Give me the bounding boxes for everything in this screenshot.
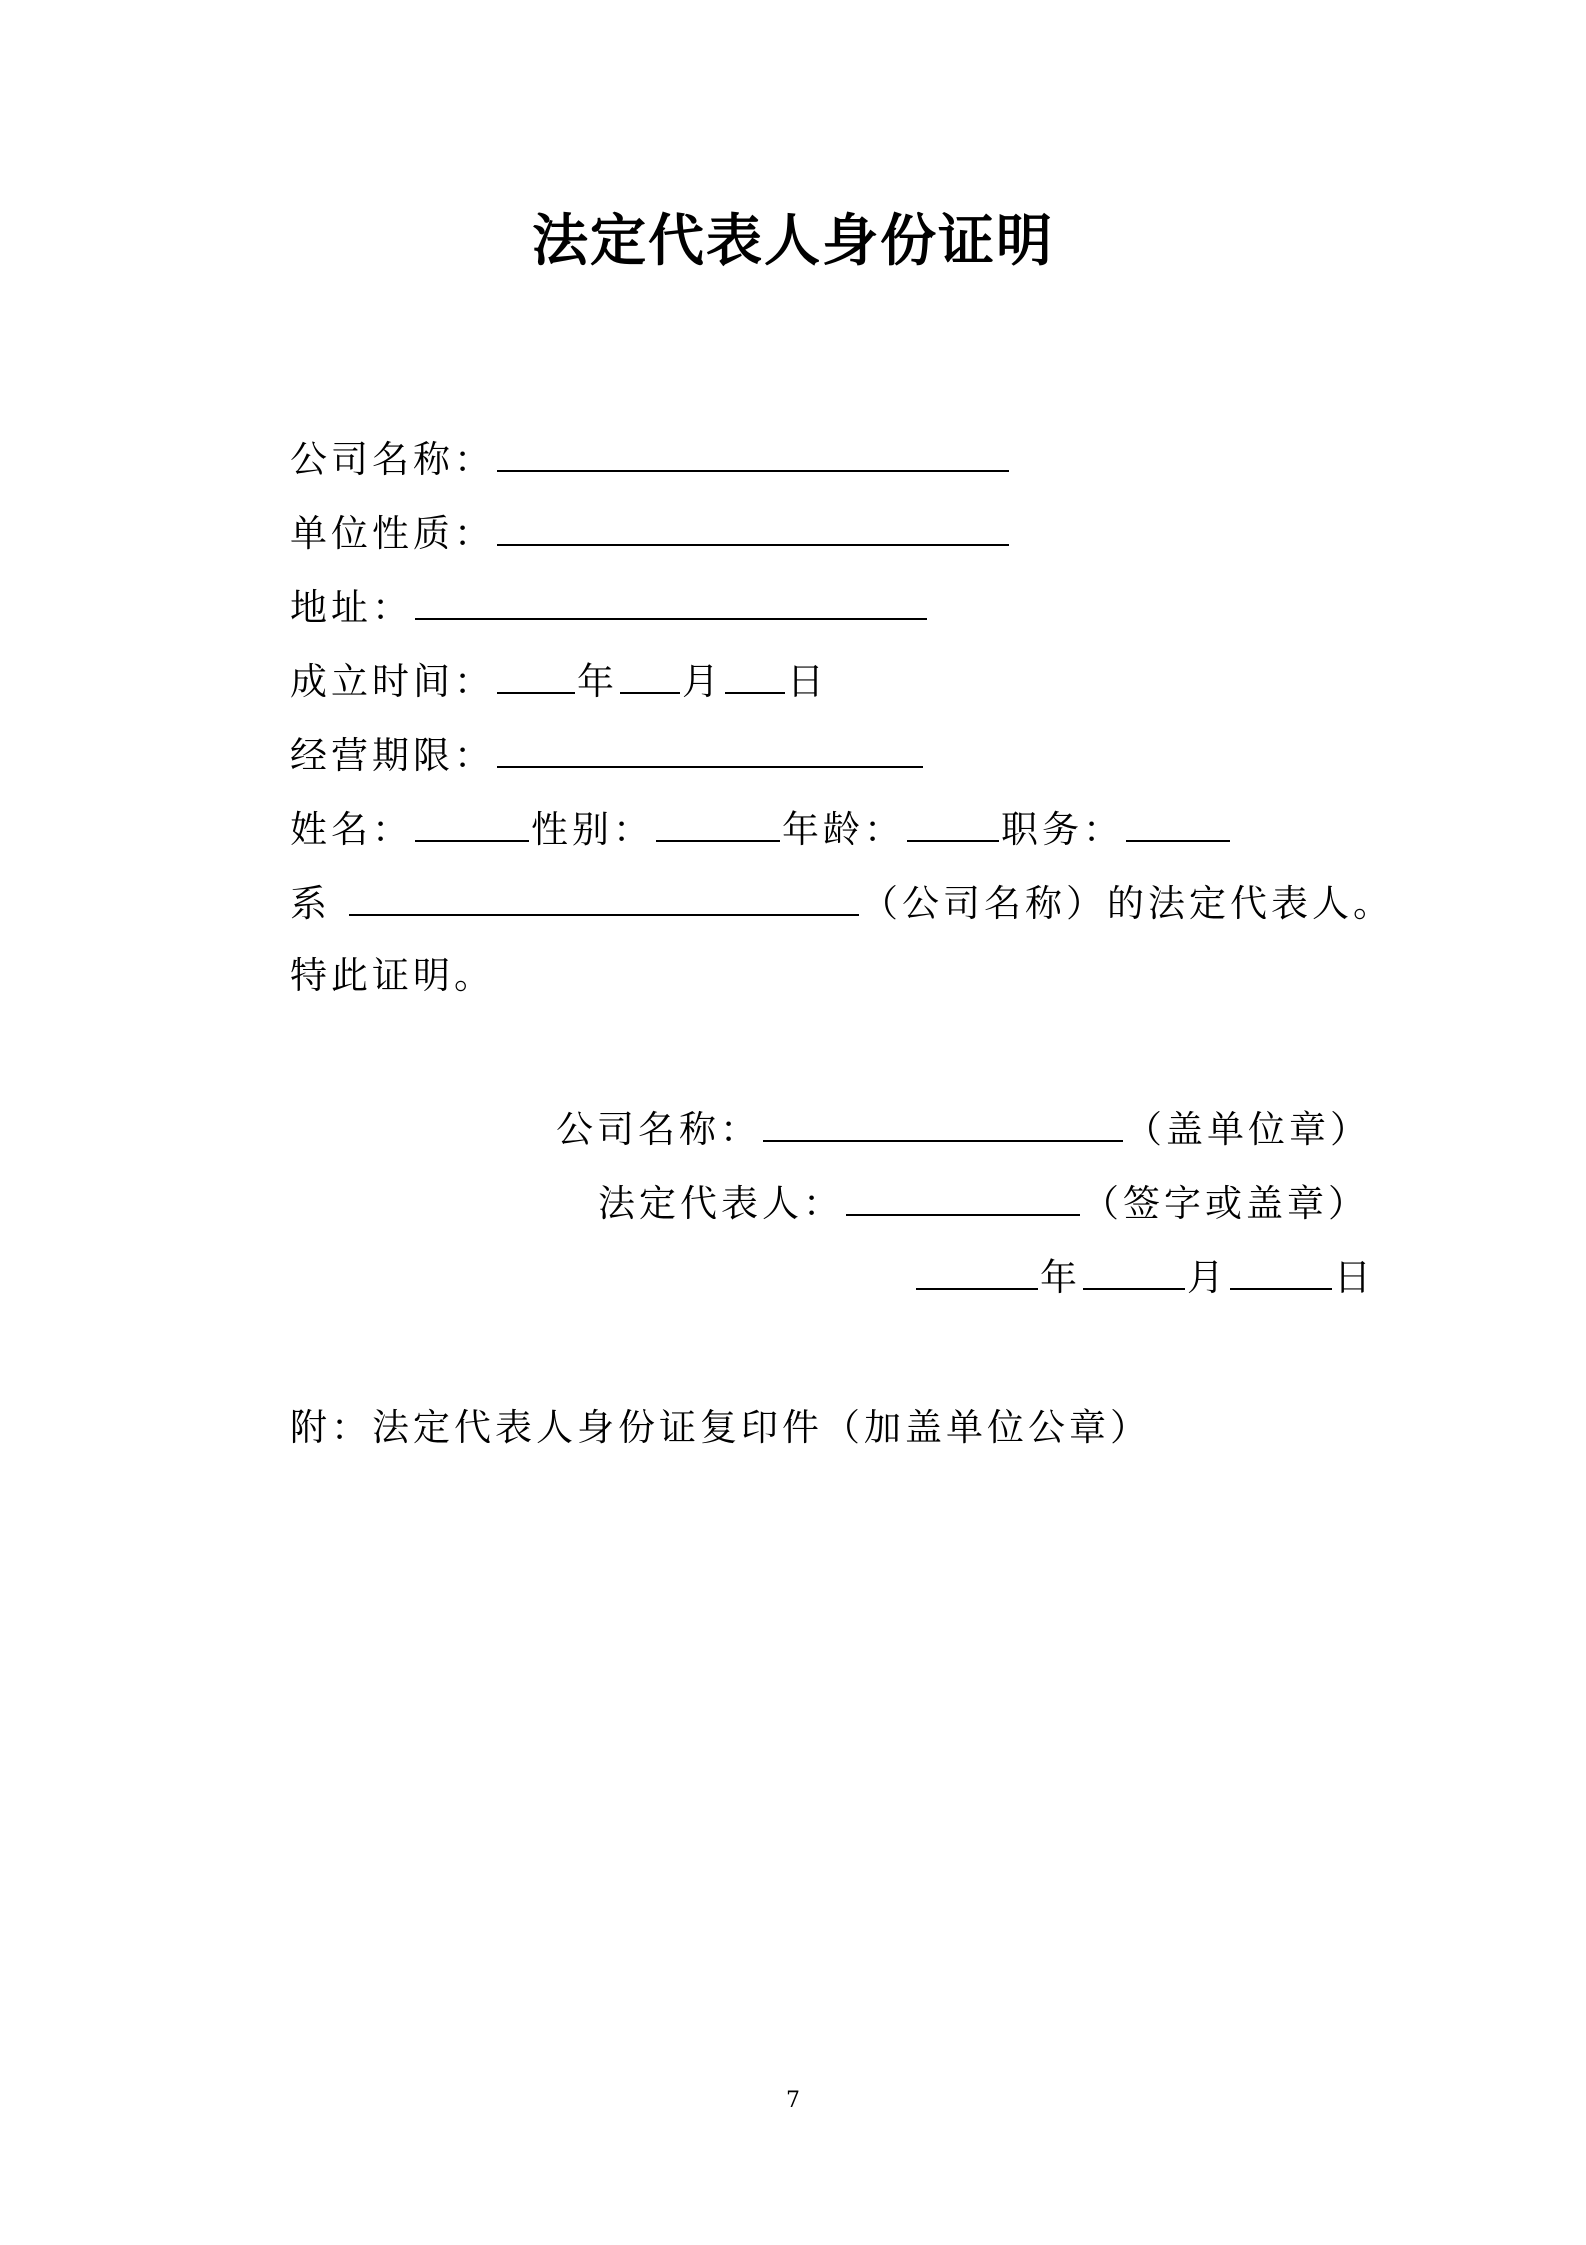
company-name-label: 公司名称： [290,438,495,481]
established-label: 成立时间： [290,660,495,703]
name-label: 姓名： [290,808,413,851]
gender-label: 性别： [531,808,654,851]
signature-day-label: 日 [1334,1256,1375,1299]
established-day-label: 日 [787,660,828,703]
established-day-blank[interactable] [725,654,785,694]
unit-nature-blank[interactable] [497,506,1009,546]
signature-date-row [914,1250,1375,1304]
signature-month-label: 月 [1187,1256,1228,1299]
unit-nature-row [290,506,1011,560]
signature-company-blank[interactable] [763,1102,1123,1142]
signature-company-row [556,1102,1371,1156]
established-month-label: 月 [682,660,723,703]
declaration-company-blank[interactable] [349,876,859,916]
unit-nature-label: 单位性质： [290,512,495,555]
address-label: 地址： [290,586,413,629]
position-label: 职务： [1001,808,1124,851]
attachment-text: 附：法定代表人身份证复印件（加盖单位公章） [290,1406,1151,1449]
address-blank[interactable] [415,580,927,620]
declaration-suffix: （公司名称）的法定代表人。 [861,882,1394,925]
signature-year-label: 年 [1040,1256,1081,1299]
established-month-blank[interactable] [620,654,680,694]
gender-blank[interactable] [656,802,780,842]
seal-note: （盖单位章） [1125,1108,1371,1151]
name-blank[interactable] [415,802,529,842]
certify-text: 特此证明。 [290,954,495,997]
established-row [290,654,828,708]
established-year-label: 年 [577,660,618,703]
legal-rep-label: 法定代表人： [598,1182,844,1225]
sign-note: （签字或盖章） [1082,1182,1369,1225]
signature-company-label: 公司名称： [556,1108,761,1151]
operating-period-label: 经营期限： [290,734,495,777]
operating-period-blank[interactable] [497,728,923,768]
legal-rep-blank[interactable] [846,1176,1080,1216]
attachment-row [290,1402,1151,1454]
operating-period-row [290,728,925,782]
page-number: 7 [786,2088,800,2113]
certify-row [290,950,495,1002]
established-year-blank[interactable] [497,654,575,694]
signature-year-blank[interactable] [916,1250,1038,1290]
signature-month-blank[interactable] [1083,1250,1185,1290]
declaration-prefix: 系 [290,882,331,925]
company-name-blank[interactable] [497,432,1009,472]
position-blank[interactable] [1126,802,1230,842]
document-title: 法定代表人身份证明 [532,209,1054,274]
legal-rep-row [598,1176,1369,1230]
declaration-row [290,876,1394,930]
age-blank[interactable] [907,802,999,842]
signature-day-blank[interactable] [1230,1250,1332,1290]
address-row [290,580,929,634]
company-name-row [290,432,1011,486]
age-label: 年龄： [782,808,905,851]
personal-info-row [290,802,1232,856]
